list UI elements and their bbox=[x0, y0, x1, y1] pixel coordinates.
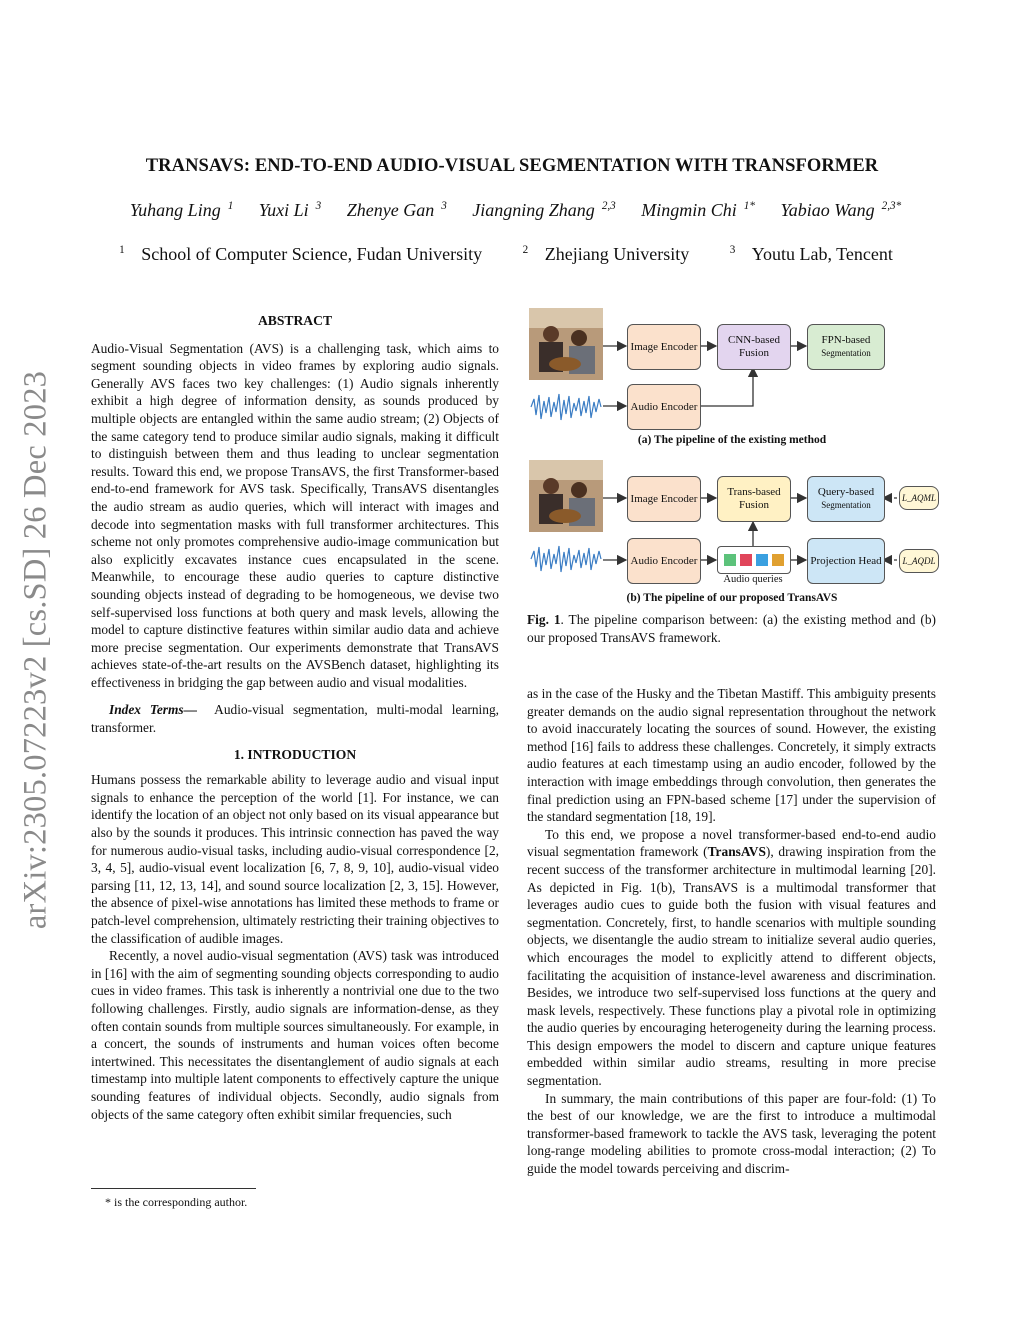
author: Zhenye Gan $^3$ bbox=[346, 200, 447, 220]
audio-queries-label: Audio queries bbox=[723, 574, 783, 585]
trans-fusion-box: Trans-based Fusion bbox=[717, 476, 791, 522]
affiliation: $^1$ School of Computer Science, Fudan University bbox=[119, 244, 483, 264]
author: Yabiao Wang $^{2,3*}$ bbox=[780, 200, 902, 220]
arxiv-stamp bbox=[14, 340, 58, 960]
figure-caption: Fig. 1. The pipeline comparison between: (a) the existing method and (b) our proposed TransAVS framework. bbox=[527, 612, 936, 645]
figure-caption-label: Fig. 1 bbox=[527, 612, 561, 627]
author: Yuxi Li $^3$ bbox=[258, 200, 322, 220]
audio-query-token bbox=[740, 554, 752, 566]
paper-title: TRANSAVS: END-TO-END AUDIO-VISUAL SEGMENTATION WITH TRANSFORMER bbox=[145, 156, 879, 176]
loss-aqml: L_AQML bbox=[899, 486, 939, 510]
image-encoder-a: Image Encoder bbox=[627, 324, 701, 370]
cnn-fusion-box: CNN-based Fusion bbox=[717, 324, 791, 370]
audio-query-token bbox=[756, 554, 768, 566]
video-frame-image bbox=[529, 308, 603, 380]
left-column bbox=[91, 312, 499, 1123]
projection-head-box: Projection Head bbox=[807, 538, 885, 584]
right-paragraph-3: In summary, the main contributions of this paper are four-fold: (1) To the best of our knowledge, we are the first to introduce a multimodal transformer-based framework to tackle the AVS task, leveraging the potent long-range modeling abilities to promote cross-modal interaction; (2) To guide the model towards perceiving and discrim- bbox=[527, 1090, 936, 1177]
loss-aqdl: L_AQDL bbox=[899, 549, 939, 573]
audio-query-token bbox=[724, 554, 736, 566]
audio-waveform-image bbox=[529, 542, 603, 576]
author-list bbox=[0, 200, 1024, 221]
figure-label-b: (b) The pipeline of our proposed TransAVS bbox=[626, 592, 838, 604]
right-paragraph-2: To this end, we propose a novel transformer-based end-to-end audio visual segmentation framework (TransAVS), drawing inspiration from the recent success of the transformer architecture in multimodal learning [20]. As depicted in Fig. 1(b), TransAVS is a multimodal transformer that leverages audio cues to guide both the fusion with visual features and segmentation. Concretely, first, to handle scenarios with multiple sounding objects, we disentangle the audio stream to initialize several audio queries, which encourages the model to explicitly attend to different objects, facilitating the acquisition of instance-level awareness and discrimination. Besides, we introduce two self-supervised loss functions at the query and mask levels, respectively. These functions play a pivotal role in optimizing the audio queries by encouraging heterogeneity during the learning process. This design empowers the model to discern and capture unique features embedded within similar audio streams, resulting in more precise segmentation. bbox=[527, 826, 936, 1089]
intro-paragraph-2: Recently, a novel audio-visual segmentation (AVS) task was introduced in [16] with the aim of segmenting sounding objects corresponding to audio cues in video frames. This task is inherently a nontrivial one due to the two following challenges. Firstly, audio signals are information-dense, as they often contain sounds from multiple sources simultaneously. For example, in a concert, the sounds of instruments and human voices often become intertwined. This necessitates the disentanglement of audio signals at each timestamp into multiple latent components to effectively capture the unique sounding features of individual objects. Secondly, audio signals from objects of the same category often exhibit similar frequencies, such bbox=[91, 948, 499, 1122]
footnote-rule bbox=[91, 1188, 256, 1189]
right-paragraph-1: as in the case of the Husky and the Tibetan Mastiff. This ambiguity presents greater demands on the audio signal representation throughout the network to avoid inaccurately locating the sources of sound. However, the existing method [16] fails to address these challenges. Concretely, it simply extracts audio features at each timestamp using an audio encoder, followed by the interaction with image embeddings through convolution, then generates the final prediction using an FPN-based scheme [17] under the supervision of the standard segmentation [18, 19]. bbox=[527, 686, 936, 825]
fpn-segmentation-box: FPN-based Segmentation bbox=[807, 324, 885, 370]
audio-encoder-a: Audio Encoder bbox=[627, 384, 701, 430]
author: Yuhang Ling $^1$ bbox=[129, 200, 234, 220]
right-column bbox=[527, 685, 936, 1178]
audio-encoder-b: Audio Encoder bbox=[627, 538, 701, 584]
author: Jiangning Zhang $^{2,3}$ bbox=[472, 200, 616, 220]
abstract-heading: ABSTRACT bbox=[257, 313, 333, 328]
query-segmentation-box: Query-based Segmentation bbox=[807, 476, 885, 522]
audio-queries-box bbox=[717, 546, 791, 574]
affiliation: $^2$ Zhejiang University bbox=[522, 244, 690, 264]
figure-1 bbox=[527, 306, 937, 606]
video-frame-image bbox=[529, 460, 603, 532]
affiliation-list bbox=[0, 244, 1024, 265]
intro-paragraph-1: Humans possess the remarkable ability to leverage audio and visual input signals to enhance the perception of the world [1]. For instance, we can identify the location of an object not only based on its visual appearance but also by the sounds it produces. This intrinsic connection has paved the way for numerous audio-visual tasks, including audio-visual correspondence [2, 3, 4, 5], audio-visual event localization [6, 7, 8, 9, 10], audio-visual video parsing [11, 12, 13, 14], and sound source localization [2, 3, 15]. However, the absence of pixel-wise annotations has limited these methods to frame or patch-level comprehension, ultimately restricting their training objectives to the classification of audible images. bbox=[91, 772, 499, 946]
figure-label-a: (a) The pipeline of the existing method bbox=[637, 434, 827, 446]
index-terms: Index Terms— Audio-visual segmentation, multi-modal learning, transformer. bbox=[91, 702, 500, 736]
arxiv-id: arXiv:2305.07223v2 [cs.SD] 26 Dec 2023 bbox=[17, 370, 54, 930]
footnote: * is the corresponding author. bbox=[105, 1195, 248, 1209]
intro-heading: 1. INTRODUCTION bbox=[233, 746, 357, 762]
abstract-text: Audio-Visual Segmentation (AVS) is a challenging task, which aims to segment sounding objects in video frames by exploring audio signals. Generally AVS faces two key challenges: (1) Audio signals inherently exhibit a high degree of information density, as sounds produced by multiple objects are entangled within the same audio stream; (2) Objects of the same category tend to produce similar audio signals, making it difficult to distinguish between them and thus leading to unclear segmentation results. Toward this end, we propose TransAVS, the first Transformer-based end-to-end framework for AVS task. Specifically, TransAVS disentangles the audio stream as audio queries, which will interact with images and decode into segmentation masks with full transformer architectures. This scheme not only promotes comprehensive audio-image communication but also explicitly excavates instance cues encapsulated in the scene. Meanwhile, to encourage these audio queries to capture distinctive sounding objects instead of degrading to be homogeneous, we devise two self-supervised loss functions at both query and mask levels, allowing the model to capture distinctive features within similar audio data and achieve more precise segmentation. Our experiments demonstrate that TransAVS achieves state-of-the-art results on the AVSBench dataset, highlighting its effectiveness in bridging the gap between audio and visual modalities. bbox=[91, 340, 499, 690]
audio-query-token bbox=[772, 554, 784, 566]
affiliation: $^3$ Youtu Lab, Tencent bbox=[729, 244, 893, 264]
image-encoder-b: Image Encoder bbox=[627, 476, 701, 522]
author: Mingmin Chi $^{1*}$ bbox=[641, 200, 755, 220]
audio-waveform-image bbox=[529, 390, 603, 424]
